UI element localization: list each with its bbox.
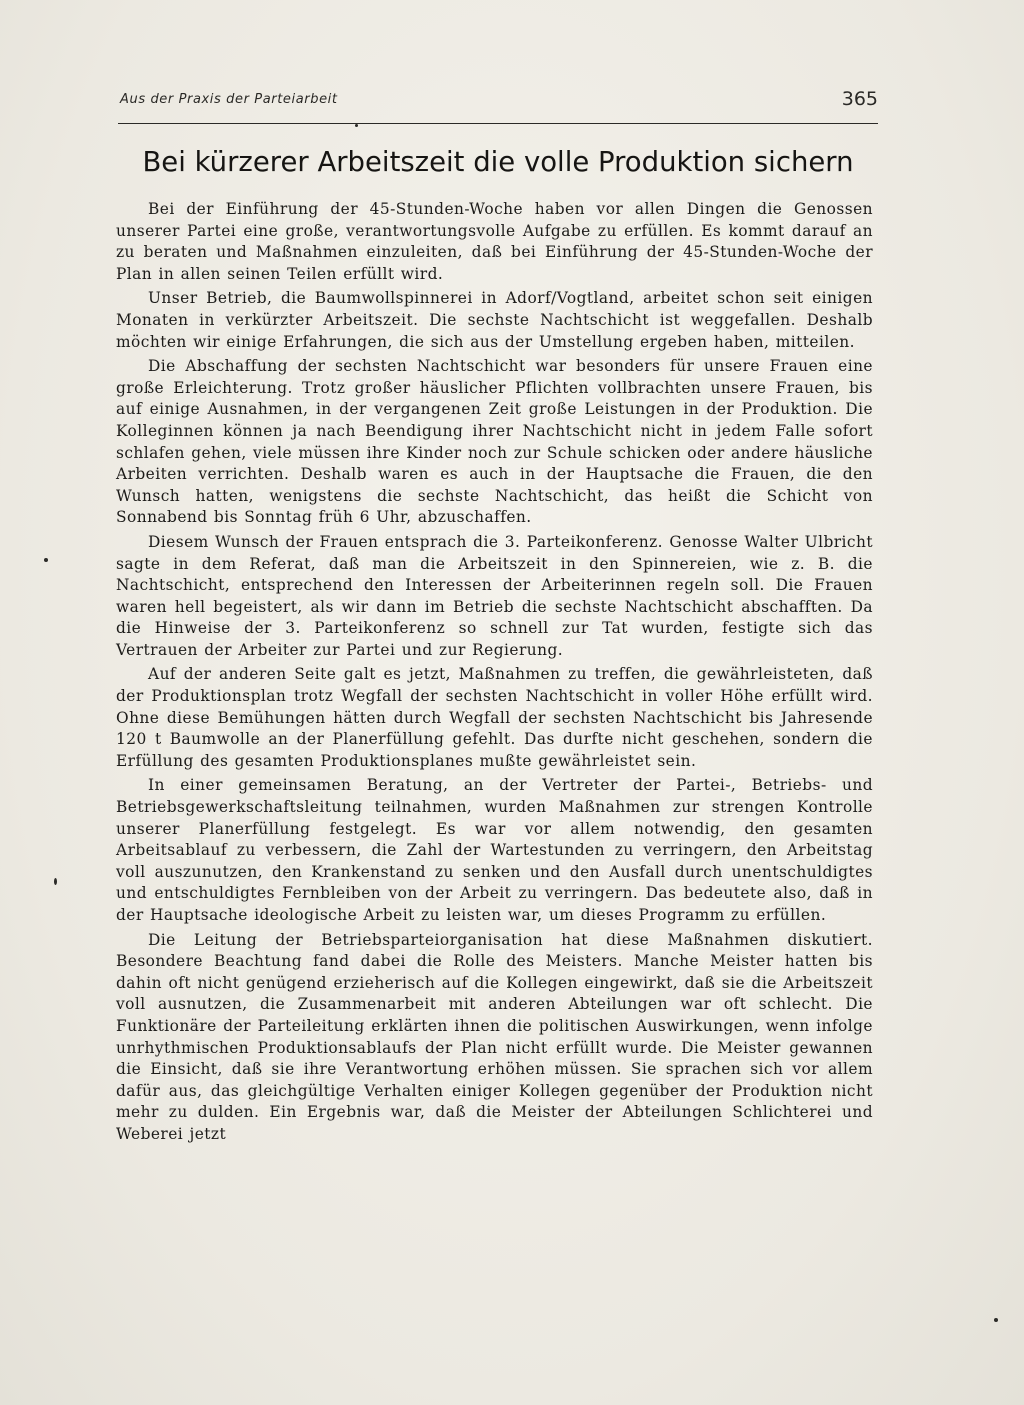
page-header <box>118 88 878 124</box>
scan-speck <box>994 1318 998 1322</box>
paragraph-7: Die Leitung der Betriebsparteiorganisation hat diese Maßnahmen diskutiert. Besondere Beachtung fand dabei die Rolle des Meisters. Manche Meister hatten bis dahin oft nicht genügend erzieherisch auf die Kollegen eingewirkt, daß sie die Arbeitszeit voll ausnutzen, die Zusammenarbeit mit anderen Abteilungen war oft schlecht. Die Funktionäre der Parteileitung erklärten ihnen die politischen Auswirkungen, wenn infolge unrhythmischen Produktionsablaufs der Plan nicht erfüllt wurde. Die Meister gewannen die Einsicht, daß sie ihre Verantwortung erhöhen müssen. Sie sprachen sich vor allem dafür aus, das gleichgültige Verhalten einiger Kollegen gegenüber der Produktion nicht mehr zu dulden. Ein Ergebnis war, daß die Meister der Abteilungen Schlichterei und Weberei jetzt <box>116 930 873 1143</box>
scan-speck <box>44 558 48 562</box>
paragraph-1: Bei der Einführung der 45-Stunden-Woche haben vor allen Dingen die Genossen unserer Partei eine große, verantwortungsvolle Aufgabe zu erfüllen. Es kommt darauf an zu beraten und Maßnahmen einzuleiten, daß bei Einführung der 45-Stunden-Woche der Plan in allen seinen Teilen erfüllt wird. <box>116 200 873 283</box>
paragraph-5: Auf der anderen Seite galt es jetzt, Maßnahmen zu treffen, die gewährleisteten, daß der Produktionsplan trotz Wegfall der sechsten Nachtschicht in voller Höhe erfüllt wird. Ohne diese Bemühungen hätten durch Wegfall der sechsten Nachtschicht bis Jahresende 120 t Baumwolle an der Planerfüllung gefehlt. Das durfte nicht geschehen, sondern die Erfüllung des gesamten Produktionsplanes mußte gewährleistet sein. <box>116 665 873 770</box>
running-head: Aus der Praxis der Parteiarbeit <box>120 92 338 107</box>
page-number: 365 <box>841 88 878 110</box>
article-title: Bei kürzerer Arbeitszeit die volle Produktion sichern <box>142 146 854 178</box>
paragraph-3: Die Abschaffung der sechsten Nachtschicht war besonders für unsere Frauen eine große Erleichterung. Trotz großer häuslicher Pflichten vollbrachten unsere Frauen, bis auf einige Ausnahmen, in der vergangenen Zeit große Leistungen in der Produktion. Die Kolleginnen können ja nach Beendigung ihrer Nachtschicht nicht in jedem Falle sofort schlafen gehen, viele müssen ihre Kinder noch zur Schule schicken oder andere häusliche Arbeiten verrichten. Deshalb waren es auch in der Hauptsache die Frauen, die den Wunsch hatten, wenigstens die sechste Nachtschicht, das heißt die Schicht von Sonnabend bis Sonntag früh 6 Uhr, abzuschaffen. <box>116 357 873 527</box>
paragraph-6: In einer gemeinsamen Beratung, an der Vertreter der Partei-, Betriebs- und Betriebsgewerkschaftsleitung teilnahmen, wurden Maßnahmen zur strengen Kontrolle unserer Planerfüllung festgelegt. Es war vor allem notwendig, den gesamten Arbeitsablauf zu verbessern, die Zahl der Wartestunden zu verringern, den Arbeitstag voll auszunutzen, den Krankenstand zu senken und den Ausfall durch unentschuldigtes und entschuldigtes Fernbleiben von der Arbeit zu verringern. Das bedeutete also, daß in der Hauptsache ideologische Arbeit zu leisten war, um dieses Programm zu erfüllen. <box>116 776 873 924</box>
article-body <box>116 199 873 1149</box>
header-rule <box>118 123 878 124</box>
paragraph-4: Diesem Wunsch der Frauen entsprach die 3. Parteikonferenz. Genosse Walter Ulbricht sagte in dem Referat, daß man die Arbeitszeit in den Spinnereien, wie z. B. die Nachtschicht, entsprechend den Interessen der Arbeiterinnen regeln soll. Die Frauen waren hell begeistert, als wir dann im Betrieb die sechste Nachtschicht abschafften. Da die Hinweise der 3. Parteikonferenz so schnell zur Tat wurden, festigte sich das Vertrauen der Arbeiter zur Partei und zur Regierung. <box>116 532 873 659</box>
scan-speck <box>355 124 358 127</box>
paragraph-2: Unser Betrieb, die Baumwollspinnerei in Adorf/Vogtland, arbeitet schon seit einigen Monaten in verkürzter Arbeitszeit. Die sechste Nachtschicht ist weggefallen. Deshalb möchten wir einige Erfahrungen, die sich aus der Umstellung ergeben haben, mitteilen. <box>116 289 873 351</box>
scan-speck <box>54 878 57 885</box>
